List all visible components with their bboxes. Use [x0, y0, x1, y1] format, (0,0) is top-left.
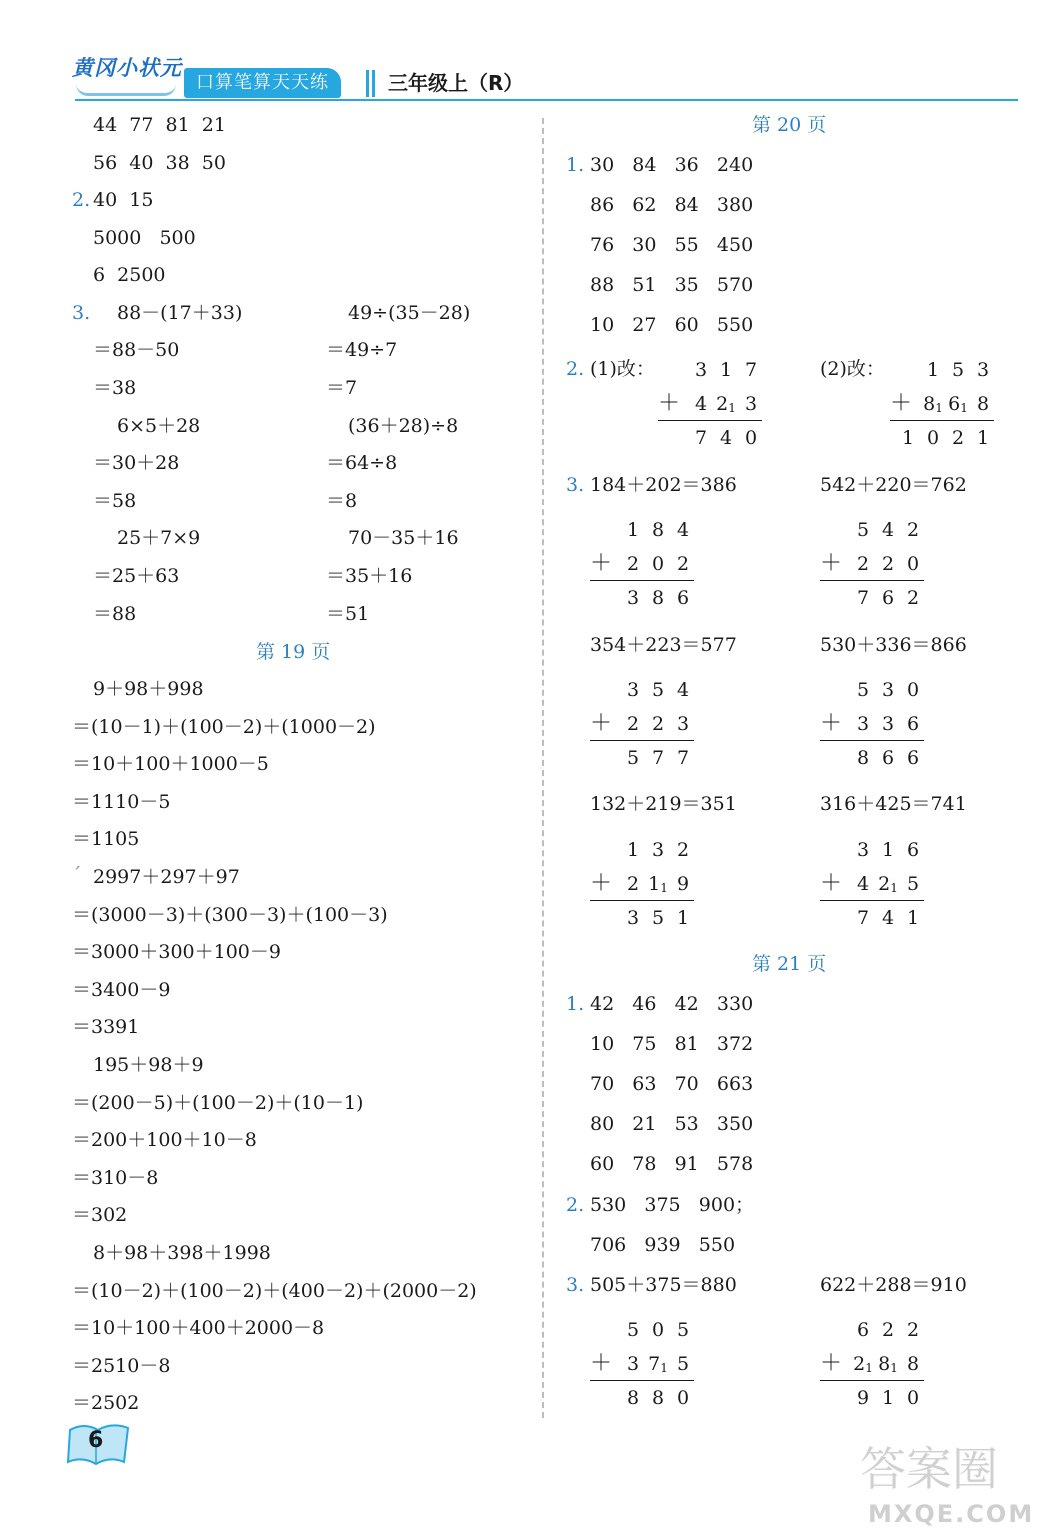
digit: 6 [906, 713, 920, 735]
calc-line: ＝200＋100＋10－8 [72, 1129, 257, 1151]
brand-swoosh [76, 84, 176, 96]
digit: 3 [694, 359, 708, 381]
expression: ＝88－50 [93, 339, 180, 361]
addend-row [590, 837, 694, 863]
carry-digit: 1 [890, 881, 898, 895]
digit: 0 [651, 1319, 665, 1341]
expression: 70－35＋16 [348, 527, 459, 549]
digit: $1_1$ [648, 873, 668, 895]
digit: 4 [676, 679, 690, 701]
question-number: 2. [566, 1194, 585, 1216]
digit: $2_1$ [716, 393, 736, 415]
calc-line: ＝(10－1)＋(100－2)＋(1000－2) [72, 716, 376, 738]
brand-logo: 黄冈小状元 [72, 56, 182, 80]
plus-sign: ＋ [658, 391, 681, 416]
addend-row [820, 1317, 924, 1343]
sum-row [890, 425, 994, 451]
calc-line: ＝310－8 [72, 1167, 159, 1189]
plus-sign: ＋ [590, 551, 613, 576]
digit: 1 [881, 1387, 895, 1409]
answer-line: 5000 500 [93, 227, 196, 249]
expression: 25＋7×9 [117, 527, 201, 549]
addend-row [820, 871, 924, 897]
digit: 5 [651, 907, 665, 929]
tick-mark: ˊ [72, 864, 82, 886]
digit: 0 [906, 1387, 920, 1409]
calc-line: 2997＋297＋97 [93, 866, 240, 888]
header-rule [75, 99, 1018, 101]
answer-line: 40 15 [93, 189, 154, 211]
digit: 0 [906, 679, 920, 701]
plus-sign: ＋ [820, 871, 843, 896]
digit: 2 [951, 427, 965, 449]
answer-line: 42 46 42 330 [590, 993, 754, 1015]
answer-line: 10 75 81 372 [590, 1033, 754, 1055]
digit: 3 [856, 713, 870, 735]
digit: $2_1$ [853, 1353, 873, 1375]
digit: 7 [694, 427, 708, 449]
header-bar [366, 70, 369, 97]
calc-line: 195＋98＋9 [93, 1054, 204, 1076]
calc-line: 8＋98＋398＋1998 [93, 1242, 271, 1264]
digit: 5 [906, 873, 920, 895]
expression: ＝30＋28 [93, 452, 180, 474]
digit: 6 [906, 839, 920, 861]
expression: ＝49÷7 [326, 339, 398, 361]
digit: 5 [651, 679, 665, 701]
addend-row [590, 711, 694, 737]
answer-line: 88 51 35 570 [590, 274, 754, 296]
digit: 7 [651, 747, 665, 769]
calc-line: ＝10＋100＋400＋2000－8 [72, 1317, 325, 1339]
answer-line: 44 77 81 21 [93, 114, 226, 136]
calc-line: ＝2510－8 [72, 1355, 171, 1377]
digit: 4 [881, 519, 895, 541]
answer-line: 60 78 91 578 [590, 1153, 754, 1175]
plus-sign: ＋ [820, 551, 843, 576]
digit: 1 [976, 427, 990, 449]
addend-row [590, 871, 694, 897]
answer-line: 56 40 38 50 [93, 152, 226, 174]
calc-line: ＝2502 [72, 1392, 140, 1414]
question-number: 3. [566, 474, 585, 496]
equation: 505＋375＝880 [590, 1274, 737, 1296]
plus-sign: ＋ [820, 711, 843, 736]
digit: $2_1$ [878, 873, 898, 895]
digit: 3 [676, 713, 690, 735]
carry-digit: 1 [660, 1361, 668, 1375]
digit: 2 [881, 553, 895, 575]
digit: 4 [676, 519, 690, 541]
digit: 4 [881, 907, 895, 929]
calc-line: ＝1105 [72, 828, 140, 850]
plus-sign: ＋ [590, 711, 613, 736]
plus-sign: ＋ [890, 391, 913, 416]
digit: 7 [744, 359, 758, 381]
expression: (36＋28)÷8 [348, 415, 459, 437]
question-number: 2. [72, 189, 91, 211]
digit: 3 [626, 1353, 640, 1375]
digit: 5 [856, 519, 870, 541]
header-bar [372, 70, 375, 97]
addend-row [590, 677, 694, 703]
expression: 88－(17＋33) [117, 302, 243, 324]
carry-digit: 1 [728, 401, 736, 415]
carry-digit: 1 [890, 1361, 898, 1375]
digit: 0 [744, 427, 758, 449]
digit: 8 [651, 587, 665, 609]
digit: 6 [881, 587, 895, 609]
digit: 7 [856, 907, 870, 929]
digit: 3 [626, 587, 640, 609]
digit: 8 [651, 519, 665, 541]
digit: 2 [906, 519, 920, 541]
digit: 3 [626, 679, 640, 701]
column-divider [542, 118, 544, 1418]
digit: 8 [906, 1353, 920, 1375]
addend-row [890, 391, 994, 417]
addend-row [658, 391, 762, 417]
digit: 3 [881, 679, 895, 701]
addend-row [820, 1351, 924, 1377]
digit: 1 [719, 359, 733, 381]
equation: 530＋336＝866 [820, 634, 967, 656]
digit: 2 [626, 553, 640, 575]
calc-line: ＝(3000－3)＋(300－3)＋(100－3) [72, 904, 388, 926]
expression: ＝8 [326, 490, 358, 512]
digit: 2 [651, 713, 665, 735]
digit: 7 [856, 587, 870, 609]
grade-label: 三年级上（R） [388, 71, 524, 95]
digit: 5 [951, 359, 965, 381]
addend-row [590, 1351, 694, 1377]
addend-row [820, 517, 924, 543]
calc-line: ＝10＋100＋1000－5 [72, 753, 269, 775]
answer-line: 80 21 53 350 [590, 1113, 754, 1135]
sum-row [590, 585, 694, 611]
expression: ＝35＋16 [326, 565, 413, 587]
calc-line: ＝3391 [72, 1016, 140, 1038]
sum-line [820, 900, 924, 901]
digit: 3 [744, 393, 758, 415]
digit: 1 [626, 839, 640, 861]
digit: 1 [676, 907, 690, 929]
digit: $6_1$ [948, 393, 968, 415]
digit: $7_1$ [648, 1353, 668, 1375]
digit: 4 [694, 393, 708, 415]
digit: 2 [676, 839, 690, 861]
question-number: 1. [566, 993, 585, 1015]
answer-line: 86 62 84 380 [590, 194, 754, 216]
digit: 1 [901, 427, 915, 449]
watermark-text: 答案圈 [860, 1442, 998, 1496]
digit: 7 [676, 747, 690, 769]
watermark-logo [848, 1438, 1038, 1534]
calc-line: ＝(10－2)＋(100－2)＋(400－2)＋(2000－2) [72, 1280, 477, 1302]
page-header [0, 0, 1043, 110]
equation: 542＋220＝762 [820, 474, 967, 496]
sum-line [590, 740, 694, 741]
digit: 8 [976, 393, 990, 415]
digit: 6 [856, 1319, 870, 1341]
digit: 5 [676, 1319, 690, 1341]
digit: 1 [906, 907, 920, 929]
series-badge: 口算笔算天天练 [184, 68, 341, 98]
calc-line: ＝3000＋300＋100－9 [72, 941, 281, 963]
watermark-url: MXQE.COM [868, 1500, 1035, 1528]
plus-sign: ＋ [590, 871, 613, 896]
sum-line [820, 1380, 924, 1381]
digit: 0 [651, 553, 665, 575]
digit: 6 [676, 587, 690, 609]
answer-line: 6 2500 [93, 264, 166, 286]
digit: 2 [906, 587, 920, 609]
sum-line [590, 900, 694, 901]
sum-row [658, 425, 762, 451]
page-title: 第 19 页 [256, 641, 331, 663]
digit: 9 [676, 873, 690, 895]
answer-line: 30 84 36 240 [590, 154, 754, 176]
answer-line: 76 30 55 450 [590, 234, 754, 256]
addend-row [590, 517, 694, 543]
answer-line: 706 939 550 [590, 1234, 736, 1256]
equation: 354＋223＝577 [590, 634, 737, 656]
digit: 5 [626, 747, 640, 769]
calc-line: ＝(200－5)＋(100－2)＋(10－1) [72, 1092, 364, 1114]
digit: 1 [926, 359, 940, 381]
sum-row [820, 585, 924, 611]
digit: 3 [976, 359, 990, 381]
sum-row [820, 905, 924, 931]
addend-row [820, 551, 924, 577]
digit: 2 [906, 1319, 920, 1341]
page-title: 第 20 页 [752, 114, 827, 136]
digit: 2 [676, 553, 690, 575]
addend-row [890, 357, 994, 383]
digit: 2 [881, 1319, 895, 1341]
digit: 0 [676, 1387, 690, 1409]
expression: ＝64÷8 [326, 452, 398, 474]
question-number: 1. [566, 154, 585, 176]
digit: 9 [856, 1387, 870, 1409]
calc-line: ＝302 [72, 1204, 128, 1226]
digit: 5 [676, 1353, 690, 1375]
plus-sign: ＋ [590, 1351, 613, 1376]
plus-sign: ＋ [820, 1351, 843, 1376]
digit: 2 [856, 553, 870, 575]
sum-row [590, 1385, 694, 1411]
expression: ＝7 [326, 377, 358, 399]
digit: $8_1$ [878, 1353, 898, 1375]
digit: 0 [906, 553, 920, 575]
digit: 5 [626, 1319, 640, 1341]
addend-row [820, 837, 924, 863]
page-title: 第 21 页 [752, 953, 827, 975]
sum-row [820, 1385, 924, 1411]
answer-line: 530 375 900； [590, 1194, 755, 1216]
calc-line: ＝1110－5 [72, 791, 171, 813]
sum-line [820, 580, 924, 581]
carry-digit: 1 [660, 881, 668, 895]
question-number: 3. [72, 302, 91, 324]
expression: ＝25＋63 [93, 565, 180, 587]
digit: $8_1$ [923, 393, 943, 415]
expression: ＝88 [93, 603, 137, 625]
addend-row [820, 677, 924, 703]
correction-label: (2)改： [820, 358, 885, 380]
sum-row [590, 905, 694, 931]
calc-line: ＝3400－9 [72, 979, 171, 1001]
answer-line: 70 63 70 663 [590, 1073, 754, 1095]
digit: 2 [626, 713, 640, 735]
sum-line [820, 740, 924, 741]
equation: 184＋202＝386 [590, 474, 737, 496]
digit: 3 [856, 839, 870, 861]
equation: 132＋219＝351 [590, 793, 737, 815]
carry-digit: 1 [960, 401, 968, 415]
page-number: 6 [88, 1428, 104, 1453]
calc-line: 9＋98＋998 [93, 678, 204, 700]
expression: ＝51 [326, 603, 370, 625]
correction-label: (1)改： [590, 358, 655, 380]
question-number: 3. [566, 1274, 585, 1296]
addend-row [658, 357, 762, 383]
digit: 8 [626, 1387, 640, 1409]
addend-row [590, 551, 694, 577]
sum-line [658, 420, 762, 421]
sum-line [590, 1380, 694, 1381]
sum-line [590, 580, 694, 581]
addend-row [590, 1317, 694, 1343]
digit: 4 [719, 427, 733, 449]
answer-line: 10 27 60 550 [590, 314, 754, 336]
expression: 49÷(35－28) [348, 302, 471, 324]
equation: 622＋288＝910 [820, 1274, 967, 1296]
expression: 6×5＋28 [117, 415, 201, 437]
digit: 1 [626, 519, 640, 541]
digit: 6 [906, 747, 920, 769]
sum-row [820, 745, 924, 771]
sum-row [590, 745, 694, 771]
expression: ＝38 [93, 377, 137, 399]
digit: 3 [651, 839, 665, 861]
carry-digit: 1 [865, 1361, 873, 1375]
digit: 6 [881, 747, 895, 769]
digit: 0 [926, 427, 940, 449]
addend-row [820, 711, 924, 737]
sum-line [890, 420, 994, 421]
equation: 316＋425＝741 [820, 793, 967, 815]
digit: 1 [881, 839, 895, 861]
digit: 3 [626, 907, 640, 929]
digit: 2 [626, 873, 640, 895]
digit: 3 [881, 713, 895, 735]
digit: 8 [651, 1387, 665, 1409]
carry-digit: 1 [935, 401, 943, 415]
digit: 8 [856, 747, 870, 769]
digit: 5 [856, 679, 870, 701]
expression: ＝58 [93, 490, 137, 512]
digit: 4 [856, 873, 870, 895]
question-number: 2. [566, 358, 585, 380]
